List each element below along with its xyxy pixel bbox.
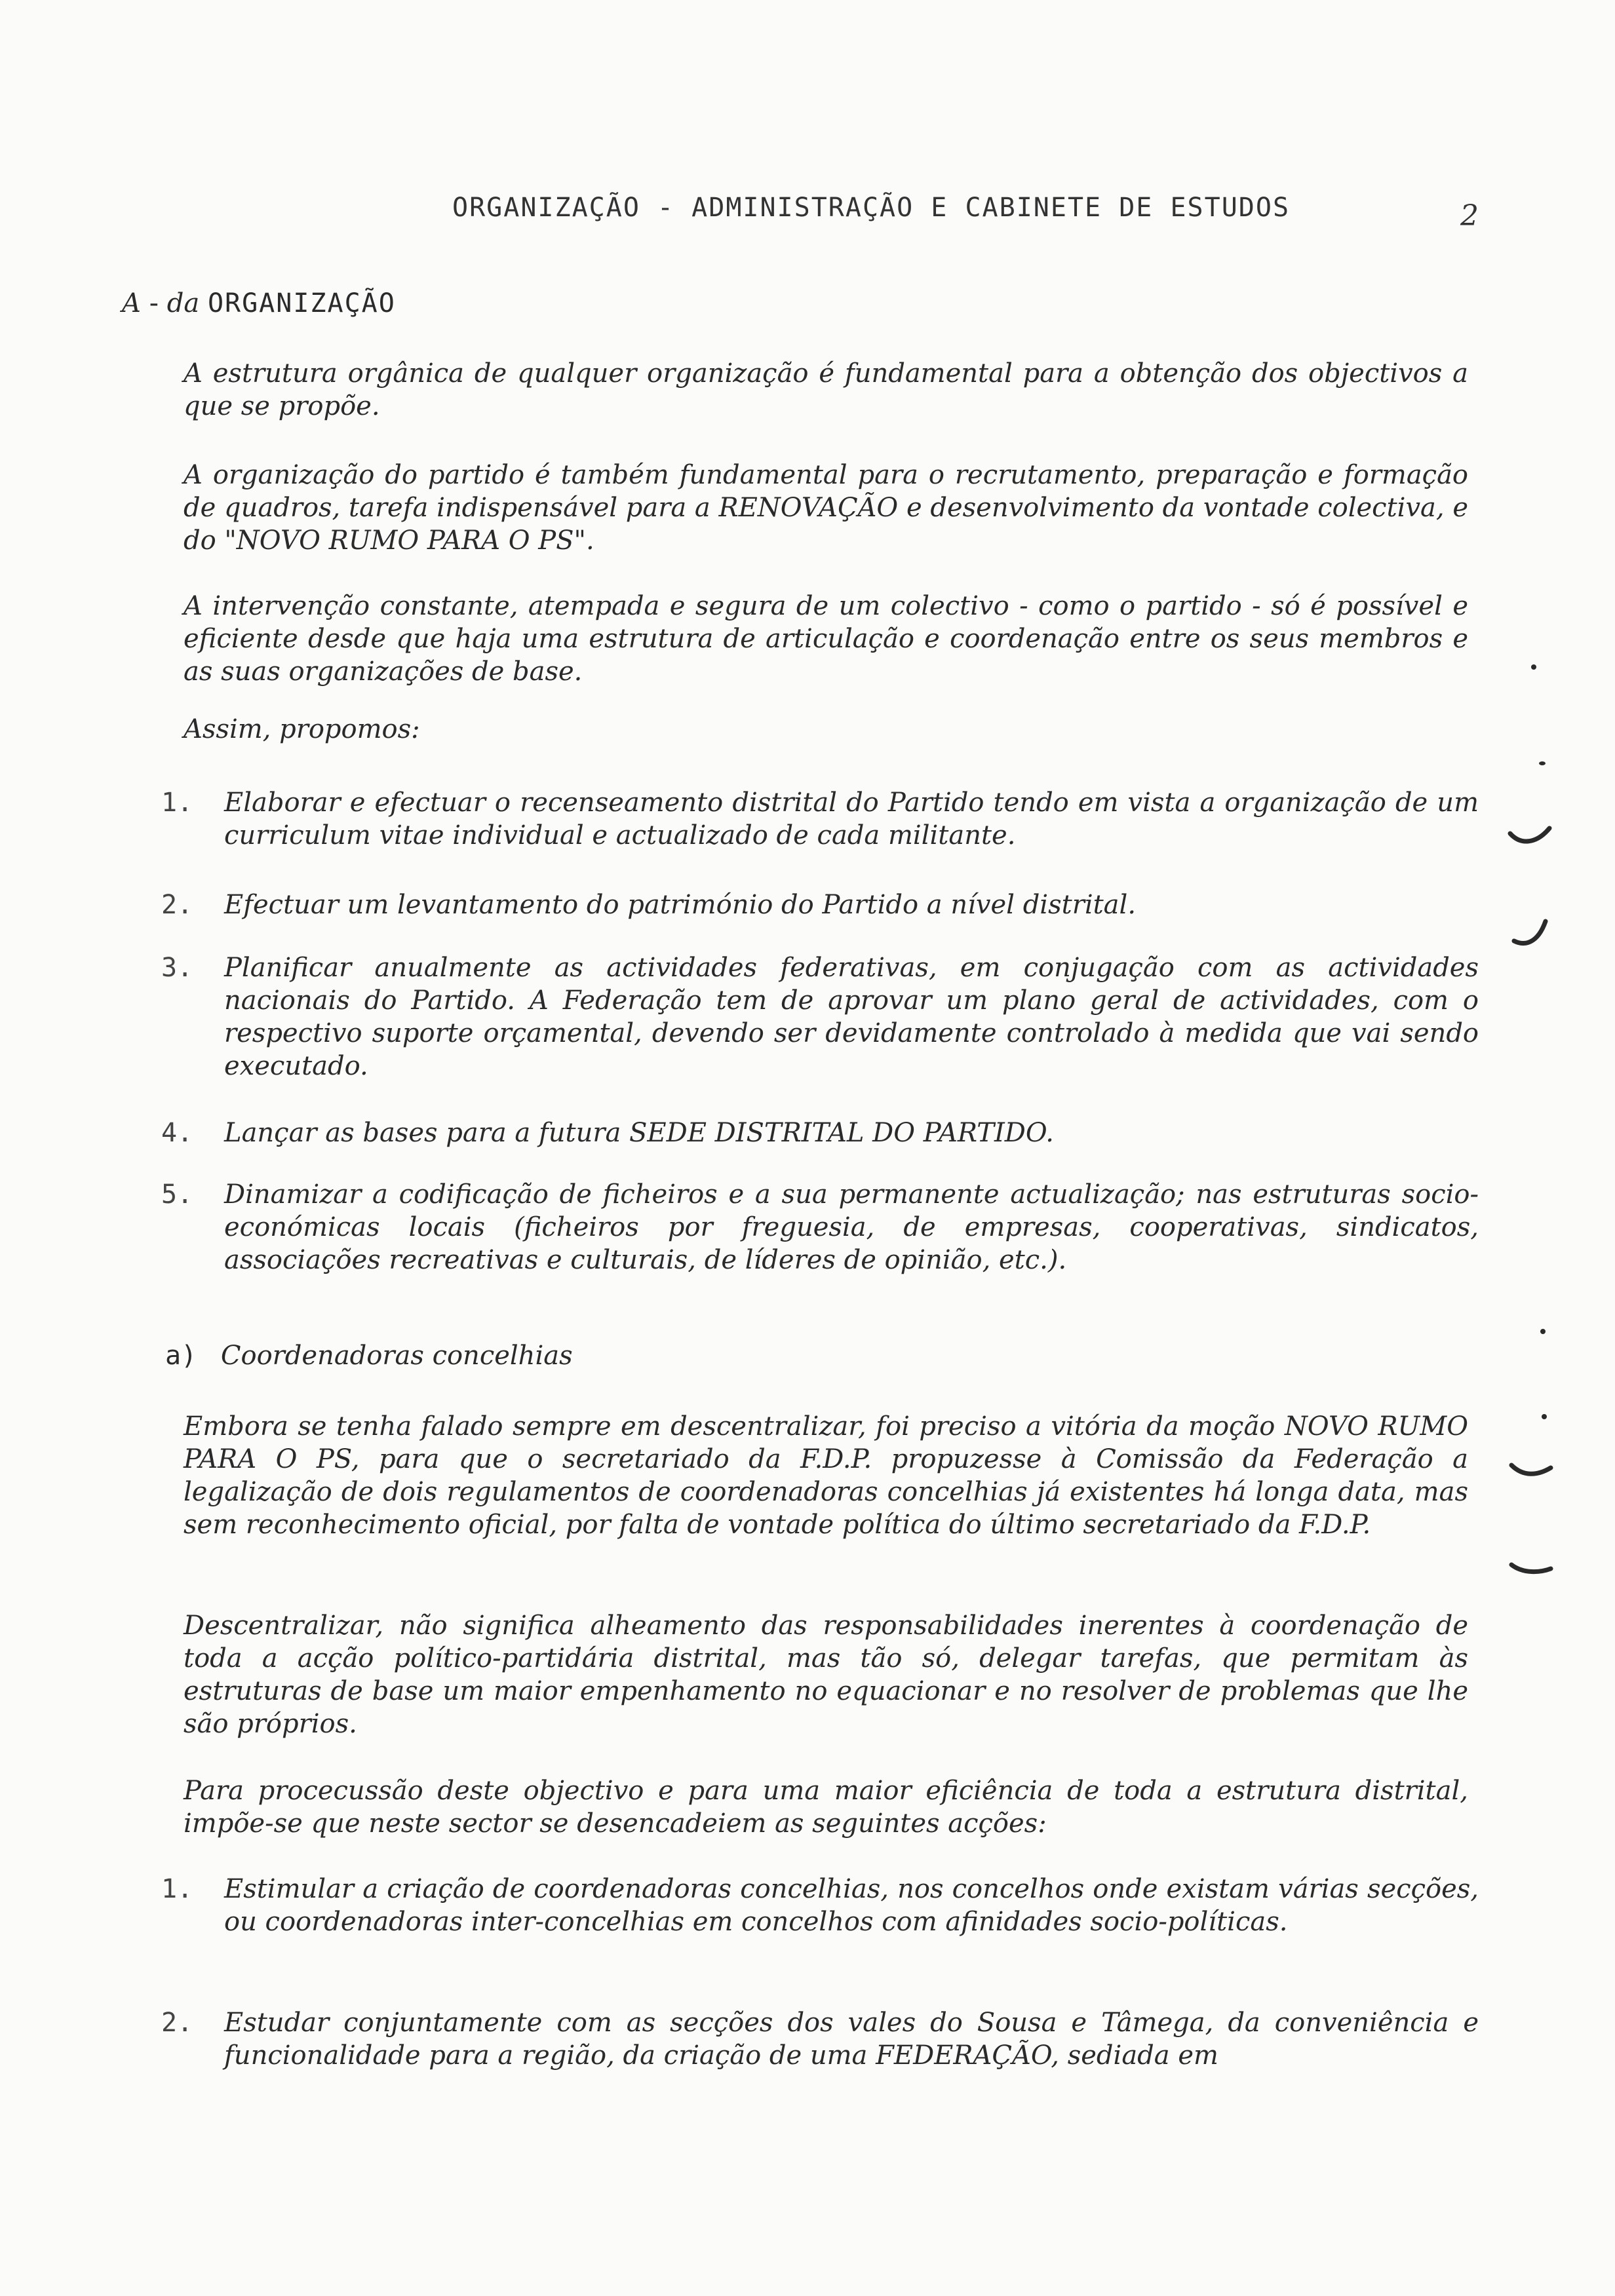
list-item <box>161 2006 1479 2072</box>
scan-speck <box>1531 664 1536 670</box>
section-heading <box>122 288 396 318</box>
list-item-number: 2. <box>161 890 193 920</box>
list-item <box>161 1178 1479 1276</box>
margin-tick-mark-icon <box>1509 1455 1555 1487</box>
list-item-text: Dinamizar a codificação de ficheiros e a sua permanente actualização; nas estruturas socio-económicas locais (ficheiros por freguesia, de empresas, cooperativas, sindicatos, associações recreativas e culturais, de líderes de opinião, etc.). <box>224 1179 1479 1275</box>
paragraph-decentralization-meaning: Descentralizar, não significa alheamento das responsabilidades inerentes à coordenação de toda a acção político-partidária distrital, mas tão só, delegar tarefas, que permitam às estruturas de base um maior empenhamento no equacionar e no resolver de problemas que lhe são próprios. <box>184 1611 1468 1739</box>
list-item <box>161 951 1479 1082</box>
list-item-number: 4. <box>161 1118 193 1148</box>
subsection-letter: a) <box>165 1341 197 1371</box>
list-item-text: Planificar anualmente as actividades federativas, em conjugação com as actividades nacionais do Partido. A Federação tem de aprovar um plano geral de actividades, com o respectivo suporte orçamental, devendo ser devidamente controlado à medida que vai sendo executado. <box>224 953 1479 1081</box>
margin-tick-mark-icon <box>1509 1542 1555 1579</box>
section-prefix: da <box>166 288 200 318</box>
page-heading: ORGANIZAÇÃO - ADMINISTRAÇÃO E CABINETE DE ESTUDOS <box>452 193 1291 223</box>
list-item <box>161 1873 1479 1938</box>
margin-tick-mark-icon <box>1508 819 1553 852</box>
list-item-number: 5. <box>161 1179 193 1210</box>
list-item-text: Estimular a criação de coordenadoras concelhias, nos concelhos onde existam várias secções, ou coordenadoras inter-concelhias em concelhos com afinidades socio-políticas. <box>224 1874 1479 1937</box>
list-item-number: 1. <box>161 1874 193 1904</box>
list-item-number: 2. <box>161 2008 193 2038</box>
list-item-text: Efectuar um levantamento do património do Partido a nível distrital. <box>224 890 1137 920</box>
subsection-title: Coordenadoras concelhias <box>220 1341 573 1371</box>
section-letter: A <box>122 288 141 318</box>
paragraph-proposal-lead: Assim, propomos: <box>184 714 420 744</box>
paragraph-intervention: A intervenção constante, atempada e segura de um colectivo - como o partido - só é possível e eficiente desde que haja uma estrutura de articulação e coordenação entre os seus membros e as suas organizações de base. <box>184 591 1468 687</box>
list-item-text: Elaborar e efectuar o recenseamento distrital do Partido tendo em vista a organização de um curriculum vitae individual e actualizado de cada militante. <box>224 788 1479 851</box>
scan-speck <box>1539 761 1546 765</box>
list-item-number: 1. <box>161 788 193 818</box>
scan-speck <box>1540 1329 1546 1334</box>
list-item-text: Lançar as bases para a futura SEDE DISTRITAL DO PARTIDO. <box>224 1118 1054 1148</box>
list-item-number: 3. <box>161 953 193 983</box>
paragraph-organization: A organização do partido é também fundamental para o recrutamento, preparação e formação de quadros, tarefa indispensável para a RENOVAÇÃO e desenvolvimento da vontade colectiva, e do "NOVO RUMO PARA O PS". <box>184 460 1468 556</box>
section-title: ORGANIZAÇÃO <box>207 288 396 318</box>
list-item <box>161 1117 1479 1149</box>
paragraph-actions-lead: Para procecussão deste objectivo e para uma maior eficiência de toda a estrutura distrital, impõe-se que neste sector se desencadeiem as seguintes acções: <box>184 1776 1468 1839</box>
subsection-heading <box>165 1341 573 1371</box>
list-item <box>161 786 1479 852</box>
scan-speck <box>1542 1414 1547 1419</box>
section-dash: - <box>149 288 167 318</box>
paragraph-intro: A estrutura orgânica de qualquer organização é fundamental para a obtenção dos objectivos a que se propõe. <box>184 358 1468 421</box>
page-number: 2 <box>1460 199 1479 233</box>
list-item-text: Estudar conjuntamente com as secções dos vales do Sousa e Tâmega, da conveniência e funcionalidade para a região, da criação de uma FEDERAÇÃO, sediada em <box>224 2008 1479 2071</box>
list-item <box>161 889 1479 921</box>
paragraph-decentralization-history: Embora se tenha falado sempre em descentralizar, foi preciso a vitória da moção NOVO RUMO PARA O PS, para que o secretariado da F.D.P. propuzesse à Comissão da Federação a legalização de dois regulamentos de coordenadoras concelhias já existentes há longa data, mas sem reconhecimento oficial, por falta de vontade política do último secretariado da F.D.P. <box>184 1411 1468 1540</box>
margin-tick-mark-icon <box>1511 915 1551 951</box>
